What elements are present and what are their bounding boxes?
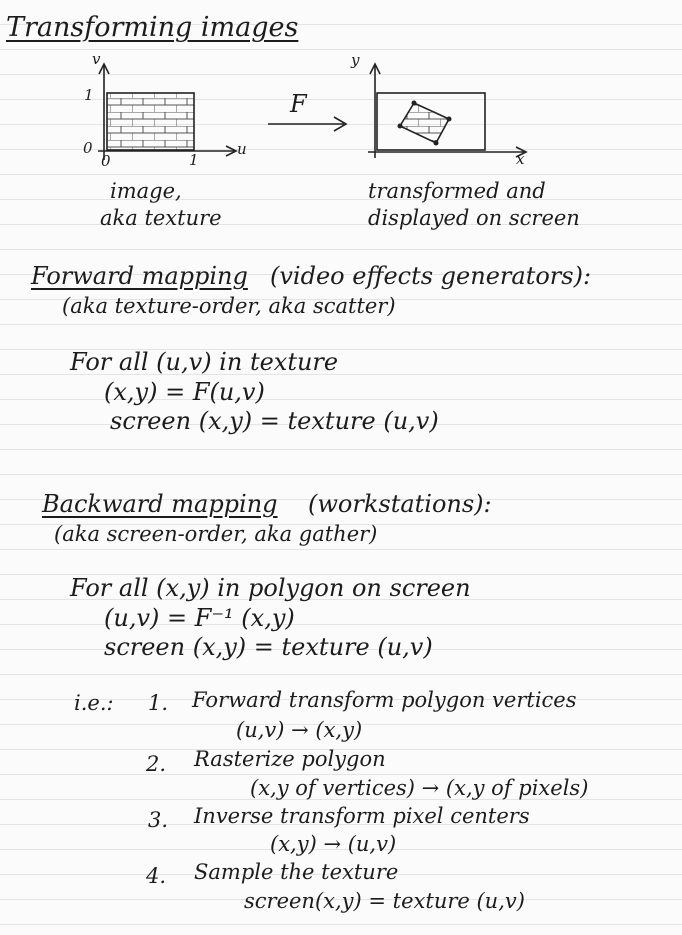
step-2-text: Rasterize polygon — [194, 747, 386, 771]
step-2-number: 2. — [146, 752, 167, 776]
forward-line-3: screen (x,y) = texture (u,v) — [110, 407, 439, 435]
texture-tick-1-u: 1 — [189, 151, 199, 169]
transform-arrow — [268, 117, 346, 131]
screen-axis-x-label: x — [516, 150, 525, 168]
backward-line-3: screen (x,y) = texture (u,v) — [104, 633, 433, 661]
texture-tick-0-u: 0 — [101, 152, 111, 170]
step-1-number: 1. — [148, 691, 169, 715]
backward-line-1: For all (x,y) in polygon on screen — [70, 574, 471, 602]
step-4-sub: screen(x,y) = texture (u,v) — [244, 889, 525, 913]
ie-label: i.e.: — [74, 691, 114, 715]
texture-tick-1-v: 1 — [84, 86, 94, 104]
step-3-sub: (x,y) → (u,v) — [270, 832, 397, 856]
step-1-sub: (u,v) → (x,y) — [236, 718, 363, 742]
backward-mapping-note: (workstations): — [308, 490, 492, 518]
texture-caption-line1: image, — [110, 179, 182, 203]
texture-rectangle — [107, 93, 194, 150]
forward-mapping-aka: (aka texture-order, aka scatter) — [62, 294, 396, 318]
step-4-text: Sample the texture — [194, 860, 399, 884]
screen-caption-line1: transformed and — [368, 179, 546, 203]
texture-caption-line2: aka texture — [100, 206, 222, 230]
page-title: Transforming images — [6, 12, 299, 43]
forward-line-1: For all (u,v) in texture — [70, 348, 339, 376]
texture-tick-0-v: 0 — [83, 139, 93, 157]
forward-mapping-heading: Forward mapping — [31, 262, 248, 290]
step-1-text: Forward transform polygon vertices — [192, 688, 577, 712]
screen-axes — [368, 64, 526, 158]
backward-mapping-heading: Backward mapping — [42, 490, 278, 518]
forward-line-2: (x,y) = F(u,v) — [104, 378, 265, 406]
texture-axis-v-label: v — [92, 50, 101, 68]
step-4-number: 4. — [146, 864, 167, 888]
step-3-number: 3. — [148, 808, 169, 832]
transform-arrow-label: F — [290, 90, 307, 118]
backward-mapping-aka: (aka screen-order, aka gather) — [54, 522, 378, 546]
transformed-texture — [400, 103, 449, 143]
step-3-text: Inverse transform pixel centers — [194, 804, 530, 828]
backward-line-2: (u,v) = F⁻¹ (x,y) — [104, 604, 295, 632]
forward-mapping-note: (video effects generators): — [270, 262, 592, 290]
screen-axis-y-label: y — [351, 51, 360, 69]
screen-caption-line2: displayed on screen — [368, 206, 580, 230]
texture-axis-u-label: u — [237, 140, 247, 158]
step-2-sub: (x,y of vertices) → (x,y of pixels) — [250, 776, 589, 800]
